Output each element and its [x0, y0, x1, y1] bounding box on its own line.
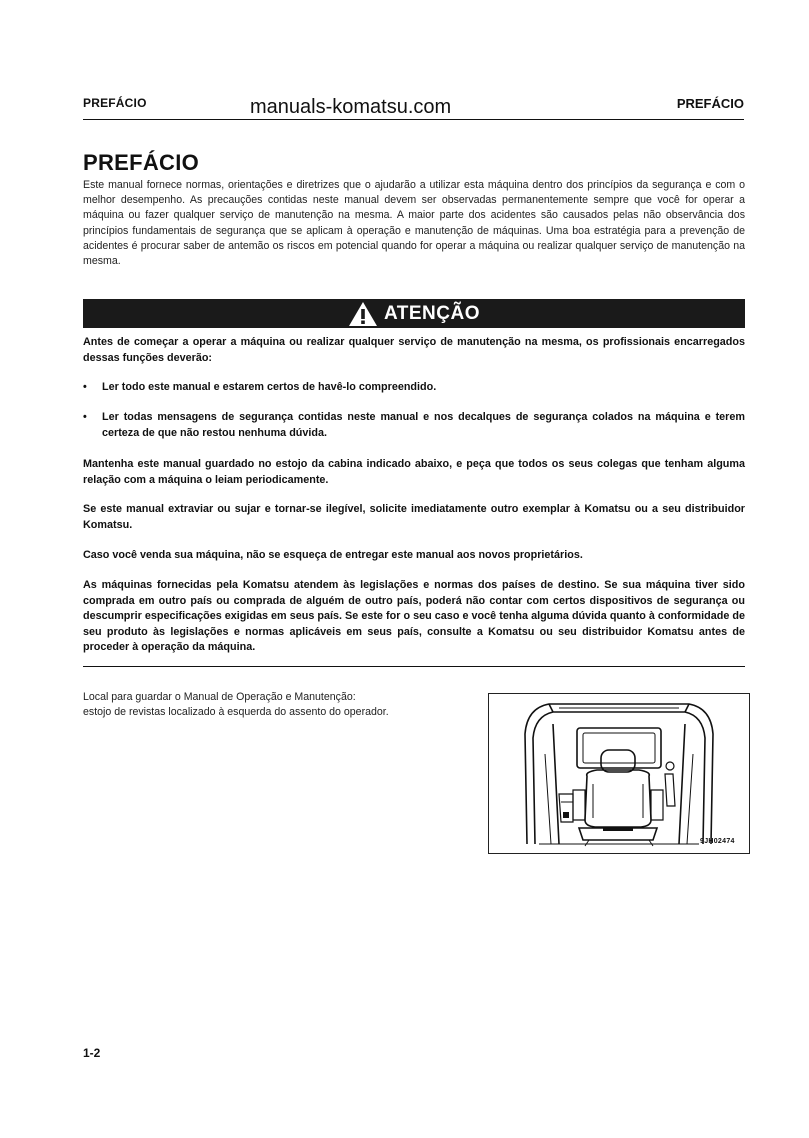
- header-section-title-right: PREFÁCIO: [676, 96, 744, 111]
- intro-paragraph: Este manual fornece normas, orientações e diretrizes que o ajudarão a utilizar esta máquina dentro dos princípios da segurança e com o melhor desempenho. As precauções contidas neste manual devem ser observadas permanentemente sempre que você for operar a máquina ou fazer qualquer serviço de manutenção na mesma. A maior parte dos acidentes são causados pelas não observância dos princípios fundamentais de segurança que se aplicam à operação e manutenção de máquinas. Uma boa estratégia para a prevenção de acidentes é procurar saber de antemão os riscos em potencial quando for operar a máquina ou realizar qualquer serviço de manutenção na mesma.: [83, 179, 745, 268]
- watermark-url: manuals-komatsu.com: [250, 96, 452, 118]
- warning-paragraph-sell-machine: Caso você venda sua máquina, não se esqueça de entregar este manual aos novos proprietários.: [83, 549, 583, 561]
- warning-lead: Antes de começar a operar a máquina ou realizar qualquer serviço de manutenção na mesma, os profissionais encarregados dessas funções deverão:: [83, 336, 745, 364]
- operator-cab-seat-illustration: [489, 694, 749, 853]
- bullet-marker: •: [83, 381, 87, 393]
- warning-label: ATENÇÃO: [383, 302, 481, 324]
- header-divider: [83, 119, 744, 120]
- bullet-marker: •: [83, 411, 87, 423]
- warning-paragraph-keep-manual: Mantenha este manual guardado no estojo da cabina indicado abaixo, e peça que todos os seus colegas que tenham alguma relação com a máquina o leiam periodicamente.: [83, 458, 745, 486]
- warning-paragraph-legislation: As máquinas fornecidas pela Komatsu atendem às legislações e normas dos países de destino. Se sua máquina tiver sido comprada em outro país ou comprada de alguém de outro país, poderá não contar com certos dispositivos de segurança ou descumprir especificações exigidas em seus país. Se este for o seu caso e você tenha alguma dúvida quanto à conformidade de seu produto às legislações e normas aplicáveis em seus país, consulte a Komatsu ou seu distribuidor Komatsu antes de proceder à operação da máquina.: [83, 579, 745, 653]
- warning-triangle-icon: [348, 301, 378, 327]
- storage-note-line1: Local para guardar o Manual de Operação e Manutenção:: [83, 691, 356, 703]
- figure-code: 9JH02474: [700, 838, 735, 845]
- list-item: [83, 410, 745, 441]
- storage-note-line2: estojo de revistas localizado à esquerda do assento do operador.: [83, 706, 389, 718]
- list-item: [83, 380, 745, 396]
- page-number: 1-2: [83, 1046, 101, 1060]
- warning-banner: [83, 299, 745, 328]
- warning-paragraph-lost-manual: Se este manual extraviar ou sujar e tornar-se ilegível, solicite imediatamente outro exemplar à Komatsu ou a seu distribuidor Komatsu.: [83, 503, 745, 531]
- section-divider: [83, 666, 745, 667]
- bullet-text: Ler todas mensagens de segurança contidas neste manual e nos decalques de segurança colados na máquina e terem certeza de que não restou nenhuma dúvida.: [102, 411, 745, 439]
- storage-note: [83, 690, 473, 720]
- bullet-text: Ler todo este manual e estarem certos de havê-lo compreendido.: [102, 381, 437, 393]
- header-section-title-left: PREFÁCIO: [83, 96, 147, 110]
- operator-cab-figure: [488, 693, 750, 854]
- page-title: PREFÁCIO: [83, 150, 200, 175]
